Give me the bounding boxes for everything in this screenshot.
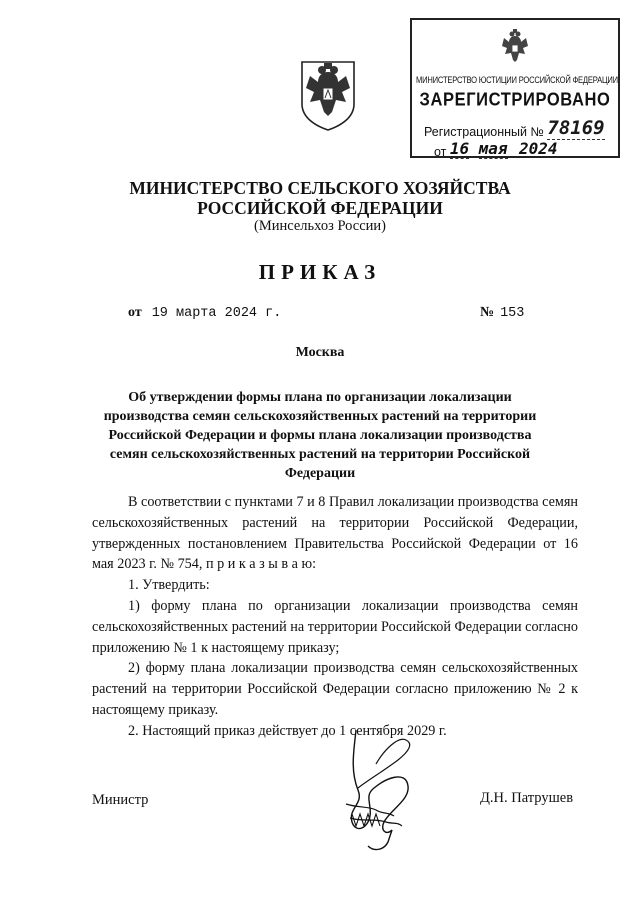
coat-of-arms-icon <box>296 58 360 132</box>
body-item-1-1: 1) форму плана по организации локализации производства семян сельскохозяйственных растений на территории Российской Федерации согласно приложению № 1 к настоящему приказу; <box>92 597 578 656</box>
handwritten-signature <box>328 730 438 860</box>
order-body <box>92 492 578 742</box>
body-item-1: 1. Утвердить: <box>128 577 210 594</box>
ministry-short-name: (Минсельхоз России) <box>254 218 386 234</box>
order-date-label: от <box>128 305 142 320</box>
registration-stamp <box>410 18 620 158</box>
order-city: Москва <box>295 345 345 360</box>
order-date-value: 19 марта 2024 г. <box>151 306 282 321</box>
order-number-value: 153 <box>500 306 525 321</box>
stamp-reg-label: Регистрационный № <box>424 125 544 139</box>
ministry-title-line2: РОССИЙСКОЙ ФЕДЕРАЦИИ <box>197 198 443 218</box>
stamp-date-month: мая <box>478 139 508 158</box>
stamp-emblem-icon <box>498 28 532 68</box>
stamp-registration-line <box>424 119 605 141</box>
signatory-name: Д.Н. Патрушев <box>480 790 574 806</box>
order-subject: Об утверждении формы плана по организации локализации производства семян сельскохозяйственных растений на территории Российской Федерации и формы плана локализации производства семян сельскохозяйственных растений на территории Российской Федерации <box>103 390 537 481</box>
stamp-ministry-name: МИНИСТЕРСТВО ЮСТИЦИИ РОССИЙСКОЙ ФЕДЕРАЦИИ <box>416 74 618 86</box>
stamp-date-line <box>434 141 558 160</box>
ministry-title <box>0 178 640 218</box>
stamp-date-day: 16 <box>449 139 470 158</box>
order-number-label: № <box>480 305 495 320</box>
body-item-2: 2. Настоящий приказ действует до 1 сентября 2029 г. <box>128 722 447 739</box>
stamp-registered-label: ЗАРЕГИСТРИРОВАНО <box>419 90 611 110</box>
order-number <box>480 305 524 321</box>
stamp-date-prefix: от <box>434 145 447 159</box>
stamp-date-year: 2024 <box>519 139 558 158</box>
stamp-reg-number: 78169 <box>547 117 605 139</box>
document-type: ПРИКАЗ <box>258 260 382 284</box>
body-item-1-2: 2) форму плана локализации производства семян сельскохозяйственных растений на территории Российской Федерации согласно приложению № 2 к настоящему приказу. <box>92 660 578 718</box>
ministry-title-line1: МИНИСТЕРСТВО СЕЛЬСКОГО ХОЗЯЙСТВА <box>129 178 511 198</box>
order-date <box>128 305 281 321</box>
body-intro: В соответствии с пунктами 7 и 8 Правил локализации производства семян сельскохозяйственных растений на территории Российской Федерации, утвержденных постановлением Правительства Российской Федерации от 16 мая 2023 г. № 754, п р и к а з ы в а ю: <box>92 494 578 573</box>
signatory-role: Министр <box>92 792 149 808</box>
